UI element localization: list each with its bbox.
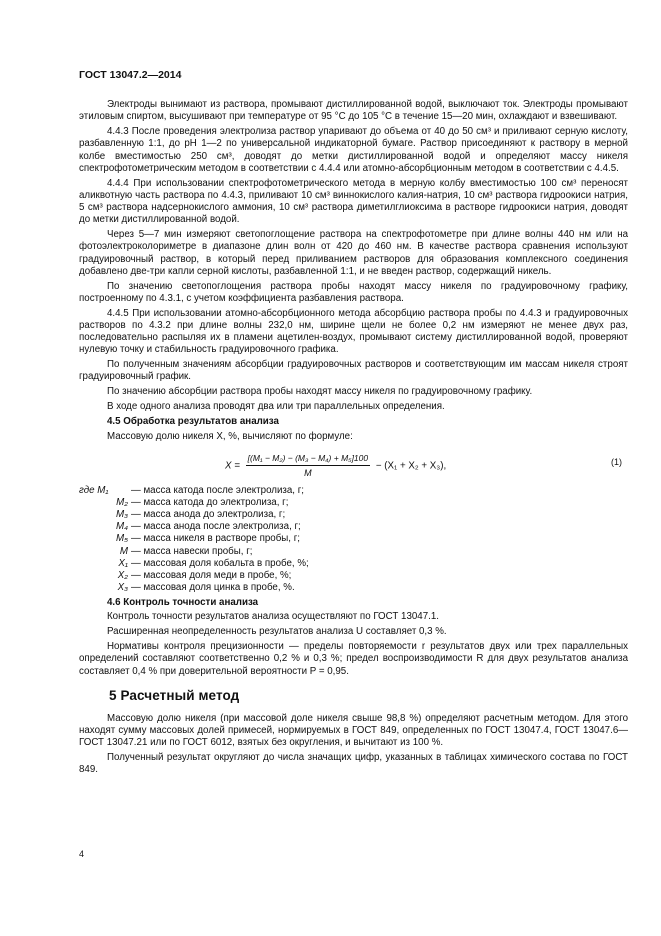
subsection-heading-4-6: 4.6 Контроль точности анализа	[107, 596, 259, 608]
definition-row	[79, 521, 628, 533]
formula-number: (1)	[611, 456, 622, 467]
definition-row	[79, 582, 628, 594]
definition-text: — масса катода после электролиза, г;	[131, 484, 304, 496]
paragraph: По полученным значениям абсорбции градуировочных растворов и соответствующим им массам никеля строят градуировочный график.	[79, 359, 628, 383]
definition-text: — масса анода после электролиза, г;	[131, 521, 301, 533]
formula-expression	[225, 452, 446, 479]
paragraph: Массовую долю никеля (при массовой доле никеля свыше 98,8 %) определяют расчетным методом. Для этого находят сумму массовых долей примесей, нормируемых в ГОСТ 849, определенных по ГОСТ 13047.4, ГОСТ 13047.6—ГОСТ 13047.21 или по ГОСТ 6012, взятых без округления, и вычитают из 100 %.	[79, 712, 628, 749]
paragraph: Расширенная неопределенность результатов анализа U составляет 0,3 %.	[107, 626, 447, 638]
formula-1	[79, 446, 628, 480]
definition-symbol: X₁	[118, 557, 128, 569]
definition-text: — масса анода до электролиза, г;	[131, 508, 286, 520]
formula-lhs: X =	[225, 459, 240, 471]
document-body	[79, 99, 628, 779]
formula-numerator: [(M₁ − M₂) − (M₃ − M₄) + M₅]100	[246, 452, 371, 466]
definition-text: — массовая доля меди в пробе, %;	[131, 569, 292, 581]
paragraph-4-4-3: 4.4.3 После проведения электролиза раствор упаривают до объема от 40 до 50 см³ и приливают серную кислоту, разбавленную 1:1, до рН 1—2 по универсальной индикаторной бумаге. Раствор присоединяют к раствору в мерной колбе вместимостью 250 см³, доводят до метки дистиллированной водой и определяют массу никеля спектрофотометрическим методом в соответствии с 4.4.4 или атомно-абсорбционным методом в соответствии с 4.4.5.	[79, 126, 628, 174]
paragraph-4-4-4: 4.4.4 При использовании спектрофотометрического метода в мерную колбу вместимостью 100 см³ переносят аликвотную часть раствора по 4.4.3, приливают 10 см³ виннокислого калия-натрия, 10 см³ раствора гидроокиси натрия, 5 см³ раствора надсернокислого аммония, 10 см³ раствора диметилглиоксима в растворе гидроокиси натрия, доводят до метки дистиллированной водой.	[79, 177, 628, 226]
paragraph: В ходе одного анализа проводят два или три параллельных определения.	[107, 401, 445, 413]
paragraph-4-4-5: 4.4.5 При использовании атомно-абсорбционного метода абсорбцию раствора пробы по 4.4.3 и градуировочных растворов по 4.3.2 при длине волны 232,0 нм, ширине щели не более 0,2 нм измеряют не менее двух раз, последовательно распыляя их в пламени ацетилен-воздух, промывают систему дистиллированной водой, проверяют нулевую точку и стабильность градуировочного графика.	[79, 307, 628, 356]
page-number: 4	[79, 849, 85, 859]
formula-fraction	[246, 452, 371, 479]
definition-symbol: M₂	[116, 496, 128, 508]
subsection-heading-4-5: 4.5 Обработка результатов анализа	[107, 416, 279, 428]
paragraph: Нормативы контроля прецизионности — пределы повторяемости r результатов двух или трех параллельных определений составляют соответственно 0,2 % и 0,3 %; предел воспроизводимости R для двух результатов анализа составляет 0,4 % при доверительной вероятности P = 0,95.	[79, 641, 628, 677]
definition-row	[79, 485, 628, 497]
definition-symbol: X₃	[117, 582, 128, 594]
definition-symbol: M	[119, 545, 128, 557]
formula-denominator: M	[304, 467, 312, 478]
definition-row	[79, 497, 628, 509]
definition-text: — масса навески пробы, г;	[131, 545, 253, 557]
definition-row	[79, 509, 628, 521]
paragraph: Контроль точности результатов анализа осуществляют по ГОСТ 13047.1.	[107, 611, 439, 623]
definition-text: — массовая доля кобальта в пробе, %;	[131, 557, 309, 569]
paragraph: Через 5—7 мин измеряют светопоглощение раствора на спектрофотометре при длине волны 440 нм или на фотоэлектроколориметре в диапазоне длин волн от 420 до 460 нм. В качестве раствора сравнения используют градуировочный раствор, в который перед приливанием растворов для образования комплексного соединения добавлено две-три капли серной кислоты, разбавленной 1:1, и не введен раствор, содержащий никель.	[79, 229, 628, 277]
variable-definitions	[79, 485, 628, 595]
paragraph: По значению абсорбции раствора пробы находят массу никеля по градуировочному графику.	[107, 386, 533, 398]
definition-row	[79, 570, 628, 582]
paragraph: Полученный результат округляют до числа значащих цифр, указанных в таблицах химического состава по ГОСТ 849.	[79, 752, 628, 776]
paragraph: По значению светопоглощения раствора пробы находят массу никеля по градуировочному графику, построенному по 4.3.1, с учетом коэффициента разбавления раствора.	[79, 280, 628, 304]
definition-row	[79, 546, 628, 558]
paragraph: Массовую долю никеля X, %, вычисляют по формуле:	[107, 430, 353, 442]
formula-rest: − (X₁ + X₂ + X₃),	[375, 459, 447, 471]
definition-symbol: M₅	[115, 533, 128, 545]
paragraph: Электроды вынимают из раствора, промывают дистиллированной водой, выключают ток. Электроды промывают этиловым спиртом, высушивают при температуре от 95 °С до 105 °С в течение 15—20 мин, охлаждают и взвешивают.	[79, 99, 628, 123]
definition-row	[79, 558, 628, 570]
definition-symbol: M₄	[115, 521, 128, 533]
definition-text: — массовая доля цинка в пробе, %.	[131, 582, 295, 594]
document-header: ГОСТ 13047.2—2014	[79, 69, 182, 81]
definition-symbol: M₃	[116, 508, 128, 520]
definition-row	[79, 533, 628, 545]
definition-symbol: X₂	[117, 569, 128, 581]
definition-text: — масса никеля в растворе пробы, г;	[131, 533, 300, 545]
section-heading-5: 5 Расчетный метод	[109, 687, 240, 703]
definition-symbol: где M₁	[79, 484, 109, 496]
definition-text: — масса катода до электролиза, г;	[131, 496, 289, 508]
